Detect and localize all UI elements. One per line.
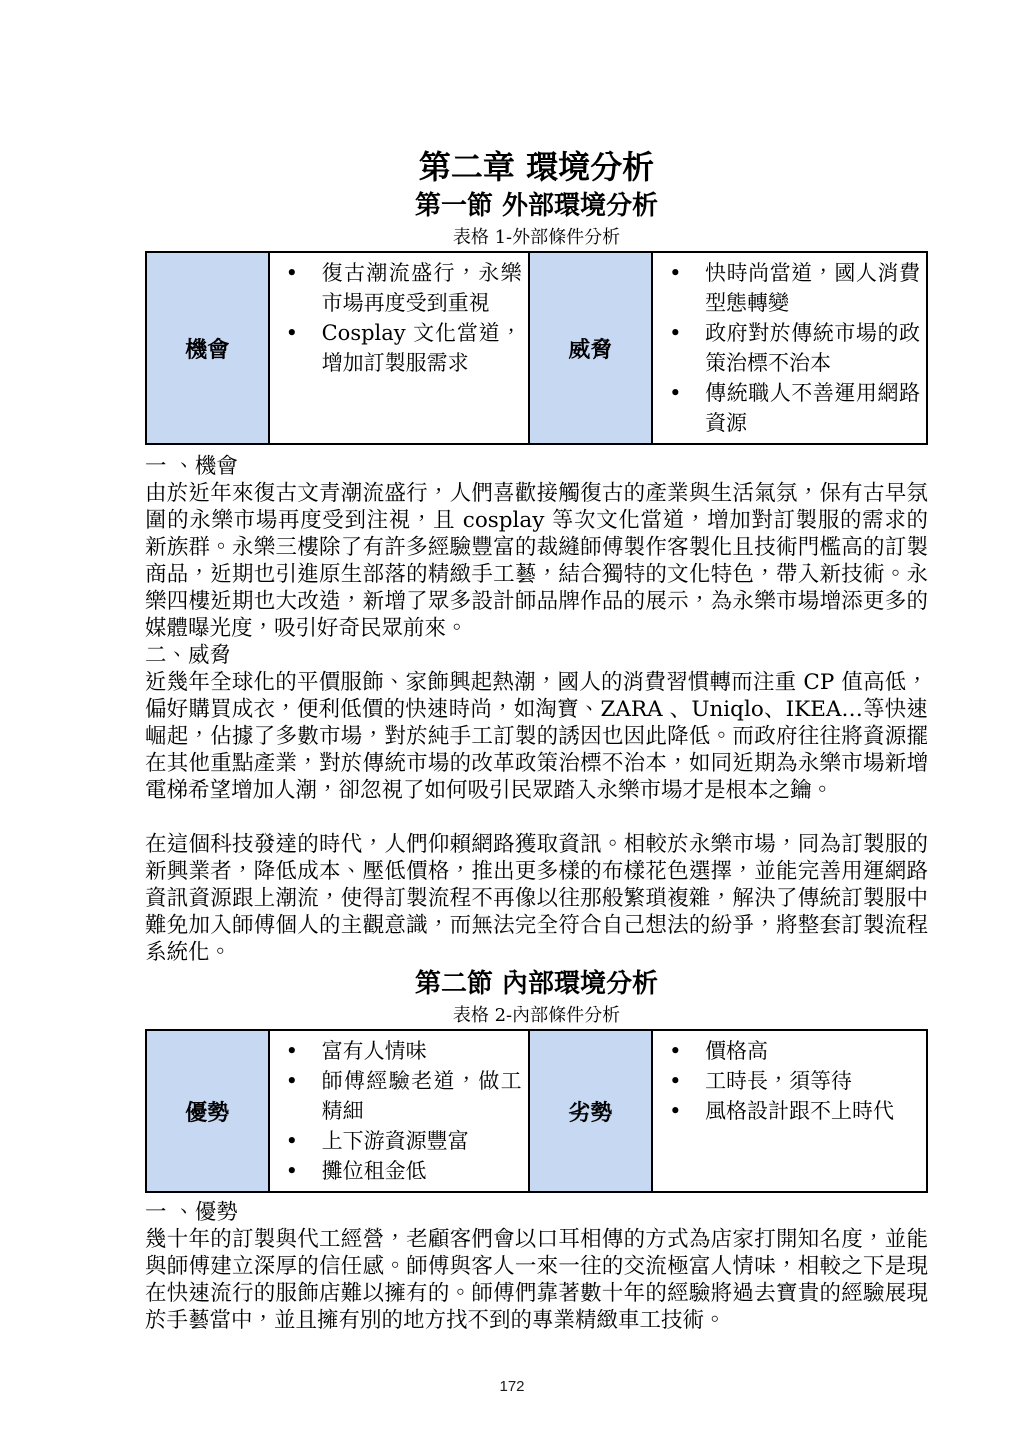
threats-cell xyxy=(652,252,927,444)
table1-caption: 表格 1-外部條件分析 xyxy=(452,227,621,248)
bullet-item: • 快時尚當道，國人消費型態轉變 xyxy=(653,258,920,318)
threats-header-cell: 威脅 xyxy=(529,252,652,444)
table2-caption: 表格 2-內部條件分析 xyxy=(452,1005,621,1026)
bullet-item: • 攤位租金低 xyxy=(270,1156,522,1186)
chapter-title: 第二章 環境分析 xyxy=(418,148,655,186)
strength-paragraph: 幾十年的訂製與代工經營，老顧客們會以口耳相傳的方式為店家打開知名度，並能與師傅建立深厚的信任感。師傅與客人一來一往的交流極富人情味，相較之下是現在快速流行的服飾店難以擁有的。師傅們靠著數十年的經驗將過去寶貴的經驗展現於手藝當中，並且擁有別的地方找不到的專業精緻車工技術。 xyxy=(145,1227,928,1333)
internal-analysis-table xyxy=(145,1029,928,1193)
threats-list xyxy=(653,258,920,438)
bullet-item: • 富有人情味 xyxy=(270,1036,522,1066)
opportunity-heading: 一 、機會 xyxy=(145,454,238,479)
technology-paragraph: 在這個科技發達的時代，人們仰賴網路獲取資訊。相較於永樂市場，同為訂製服的新興業者，降低成本、壓低價格，推出更多樣的布樣花色選擇，並能完善用運網路資訊資源跟上潮流，使得訂製流程不再像以往那般繁瑣複雜，解決了傳統訂製服中難免加入師傅個人的主觀意識，而無法完全符合自己想法的紛爭，將整套訂製流程系統化。 xyxy=(145,832,928,965)
bullet-item: • 工時長，須等待 xyxy=(653,1066,920,1096)
weaknesses-list xyxy=(653,1036,920,1126)
blank-line xyxy=(145,804,928,831)
opportunities-cell xyxy=(269,252,529,444)
opportunity-paragraph: 由於近年來復古文青潮流盛行，人們喜歡接觸復古的產業與生活氣氛，保有古早氛圍的永樂市場再度受到注視，且 cosplay 等次文化當道，增加對訂製服的需求的新族群。永樂三樓除了有許多經驗豐富的裁縫師傅製作客製化且技術門檻高的訂製商品，近期也引進原生部落的精緻手工藝，結合獨特的文化特色，帶入新技術。永樂四樓近期也大改造，新增了眾多設計師品牌作品的展示，為永樂市場增添更多的媒體曝光度，吸引好奇民眾前來。 xyxy=(145,481,928,641)
table-row xyxy=(146,1030,927,1192)
bullet-item: • 價格高 xyxy=(653,1036,920,1066)
strengths-cell xyxy=(269,1030,529,1192)
table-row xyxy=(146,252,927,444)
bullet-item: • 復古潮流盛行，永樂市場再度受到重視 xyxy=(270,258,522,318)
threat-heading: 二、威脅 xyxy=(145,643,232,668)
bullet-item: • 風格設計跟不上時代 xyxy=(653,1096,920,1126)
page-content xyxy=(145,148,928,1334)
strength-heading: 一 、優勢 xyxy=(145,1200,238,1225)
threat-paragraph: 近幾年全球化的平價服飾、家飾興起熱潮，國人的消費習慣轉而注重 CP 值高低，偏好購買成衣，便利低價的快速時尚，如淘寶、ZARA 、Uniqlo、IKEA…等快速崛起，佔據了多數市場，對於純手工訂製的誘因也因此降低。而政府往往將資源擺在其他重點產業，對於傳統市場的改革政策治標不治本，如同近期為永樂市場新增電梯希望增加人潮，卻忽視了如何吸引民眾踏入永樂市場才是根本之鑰。 xyxy=(145,670,928,803)
section2-title: 第二節 內部環境分析 xyxy=(414,969,659,999)
bullet-item: • 傳統職人不善運用網路資源 xyxy=(653,378,920,438)
weaknesses-header-cell: 劣勢 xyxy=(529,1030,652,1192)
weaknesses-cell xyxy=(652,1030,927,1192)
section1-title: 第一節 外部環境分析 xyxy=(414,191,659,221)
opportunities-header-cell: 機會 xyxy=(146,252,269,444)
page-number: 172 xyxy=(499,1378,525,1395)
strengths-list xyxy=(270,1036,522,1186)
strengths-header-cell: 優勢 xyxy=(146,1030,269,1192)
bullet-item: • 上下游資源豐富 xyxy=(270,1126,522,1156)
bullet-item: • 師傅經驗老道，做工精細 xyxy=(270,1066,522,1126)
bullet-item: • Cosplay 文化當道，增加訂製服需求 xyxy=(270,318,522,378)
opportunities-list xyxy=(270,258,522,378)
bullet-item: • 政府對於傳統市場的政策治標不治本 xyxy=(653,318,920,378)
external-analysis-table xyxy=(145,251,928,445)
